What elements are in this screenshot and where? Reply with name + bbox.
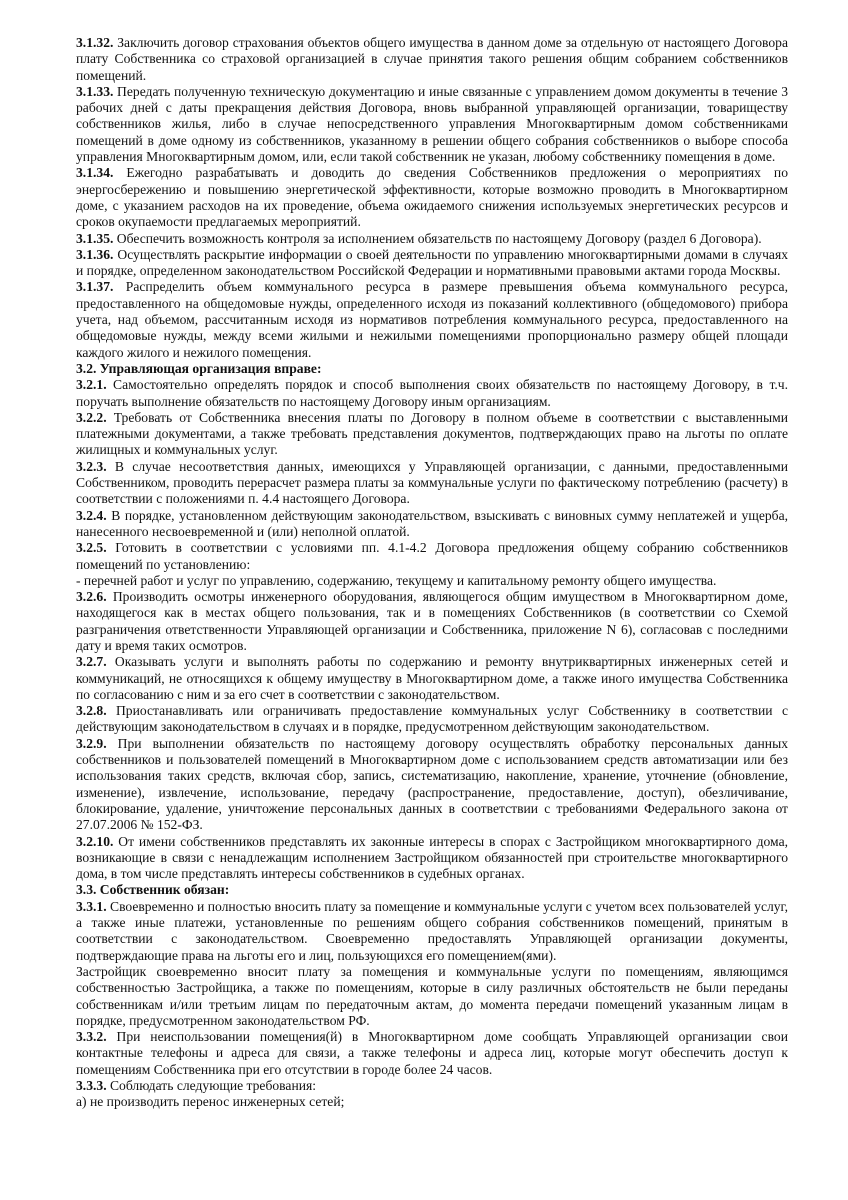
clause-text: Ежегодно разрабатывать и доводить до сведения Собственников предложения о мероприятиях по энергосбережению и повышению энергетической эффективности, которые возможно проводить в Многоквартирном доме, с указанием расходов на их проведение, объема ожидаемого снижения используемых энергетических ресурсов и сроков окупаемости предлагаемых мероприятий.: [76, 165, 788, 230]
list-item-a: а) не производить перенос инженерных сетей;: [76, 1094, 345, 1110]
clause-3-1-34: [76, 165, 788, 230]
clause-3-2-4: [76, 508, 788, 541]
clause-number: 3.2.10.: [76, 833, 114, 849]
clause-number: 3.1.34.: [76, 165, 114, 181]
clause-3-2-2: [76, 410, 788, 459]
clause-text: Своевременно и полностью вносить плату за помещение и коммунальные услуги с учетом всех пользователей услуг, а также иные платежи, установленные по решениям общего собрания собственников помещений, принятым в соответствии с законодательством. Своевременно предоставлять Управляющей организации документы, подтверждающие права на льготы его и лиц, пользующихся его помещением(ями).: [76, 898, 788, 963]
clause-3-2-1: [76, 377, 788, 410]
clause-number: 3.1.37.: [76, 279, 114, 295]
clause-text: Осуществлять раскрытие информации о своей деятельности по управлению многоквартирными домами в случаях и порядке, определенном законодательством Российской Федерации и нормативными правовыми актами города Москвы.: [76, 246, 788, 279]
clause-number: 3.2.5.: [76, 540, 107, 556]
clause-3-2-9: [76, 736, 788, 834]
clause-number: 3.2.6.: [76, 589, 107, 605]
clause-text: В порядке, установленном действующим законодательством, взыскивать с виновных сумму неплатежей и ущерба, нанесенного несвоевременной и (или) неполной оплатой.: [76, 507, 788, 539]
developer-payment-paragraph: Застройщик своевременно вносит плату за помещения и коммунальные услуги по помещениям, являющимся собственностью Застройщика, а также по помещениям, которые в силу различных обстоятельств не были переданы собственникам и/или третьим лицам по передаточным актам, до момента передачи помещений указанным лицам в порядке, предусмотренном законодательством РФ.: [76, 963, 788, 1028]
clause-3-1-37: [76, 279, 788, 360]
clause-3-3-1: [76, 899, 788, 964]
clause-number: 3.1.35.: [76, 230, 114, 246]
clause-3-2-7: [76, 654, 788, 703]
clause-number: 3.2.2.: [76, 409, 107, 425]
clause-number: 3.2.7.: [76, 654, 107, 670]
clause-3-1-36: [76, 247, 788, 280]
clause-number: 3.2.4.: [76, 507, 107, 523]
clause-3-3-2: [76, 1029, 788, 1078]
clause-number: 3.2.8.: [76, 703, 107, 719]
clause-number: 3.2.3.: [76, 458, 107, 474]
clause-number: 3.2.9.: [76, 735, 107, 751]
clause-text: Приостанавливать или ограничивать предоставление коммунальных услуг Собственнику в соответствии с действующим законодательством в случаях и в порядке, предусмотренном действующим законодательством.: [76, 703, 788, 735]
clause-number: 3.3.2.: [76, 1029, 107, 1045]
clause-number: 3.3.1.: [76, 898, 107, 914]
clause-3-2-6: [76, 589, 788, 654]
clause-3-2-10: [76, 834, 788, 883]
clause-number: 3.1.36.: [76, 246, 114, 262]
clause-text: От имени собственников представлять их законные интересы в спорах с Застройщиком многоквартирного дома, возникающие в связи с ненадлежащим исполнением Застройщиком обязанностей при строительстве многоквартирного дома, в том числе представлять интересы собственников в судебных органах.: [76, 833, 788, 882]
clause-text: Самостоятельно определять порядок и способ выполнения своих обязательств по настоящему Договору, в т.ч. поручать выполнение обязательств по настоящему Договору иным организациям.: [76, 377, 788, 409]
clause-3-2-8: [76, 703, 788, 736]
clause-text: Распределить объем коммунального ресурса в размере превышения объема коммунального ресурса, предоставленного на общедомовые нужды, определенного исходя из показаний коллективного (общедомового) прибора учета, над объемом, рассчитанным исходя из нормативов потребления коммунального ресурса, предоставленного на общедомовые нужды, между всеми жилыми и нежилыми помещениями пропорционально размеру общей площади каждого жилого и нежилого помещения.: [76, 279, 788, 360]
clause-text: Обеспечить возможность контроля за исполнением обязательств по настоящему Договору (раздел 6 Договора).: [113, 230, 762, 246]
clause-text: Готовить в соответствии с условиями пп. 4.1-4.2 Договора предложения общему собранию собственников помещений по установлению:: [76, 540, 788, 572]
clause-3-1-32: [76, 35, 788, 84]
clause-text: Требовать от Собственника внесения платы по Договору в полном объеме в соответствии с выставленными платежными документами, а также требовать представления документов, подтверждающих право на льготы по оплате жилищных и коммунальных услуг.: [76, 409, 788, 458]
clause-number: 3.2.1.: [76, 377, 107, 393]
clause-text: Заключить договор страхования объектов общего имущества в данном доме за отдельную от настоящего Договора плату Собственника со страховой организацией в случае принятия такого решения общим собранием собственников помещений.: [76, 35, 788, 83]
clause-text: При выполнении обязательств по настоящему договору осуществлять обработку персональных данных собственников и пользователей помещений в Многоквартирном доме с использованием средств автоматизации или без использования таких средств, включая сбор, запись, систематизацию, накопление, хранение, уточнение (обновление, изменение), извлечение, использование, передачу (распространение, предоставление, доступ), обезличивание, блокирование, удаление, уничтожение персональных данных в соответствии с требованиями Федерального закона от 27.07.2006 № 152-ФЗ.: [76, 735, 788, 833]
list-item-works: - перечней работ и услуг по управлению, содержанию, текущему и капитальному ремонту общего имущества.: [76, 572, 717, 588]
section-heading-3-3: 3.3. Собственник обязан:: [76, 882, 230, 898]
clause-text: В случае несоответствия данных, имеющихся у Управляющей организации, с данными, предоставленными Собственником, проводить перерасчет размера платы за коммунальные услуги по фактическому потреблению (расчету) в соответствии с положениями п. 4.4 настоящего Договора.: [76, 458, 788, 507]
clause-number: 3.1.32.: [76, 35, 114, 50]
section-heading-3-2: 3.2. Управляющая организация вправе:: [76, 360, 322, 376]
clause-3-1-35: [76, 231, 788, 247]
clause-text: Оказывать услуги и выполнять работы по содержанию и ремонту внутриквартирных инженерных сетей и коммуникаций, не относящихся к общему имуществу в Многоквартирном доме, а также иного имущества Собственника по согласованию с ним и за его счет в соответствии с законодательством.: [76, 654, 788, 702]
clause-number: 3.3.3.: [76, 1078, 107, 1093]
clause-3-3-3: [76, 1078, 788, 1094]
clause-3-2-3: [76, 459, 788, 508]
clause-3-2-5: [76, 540, 788, 573]
clause-text: При неиспользовании помещения(й) в Многоквартирном доме сообщать Управляющей организации свои контактные телефоны и адреса для связи, а также телефоны и адреса лиц, которые могут обеспечить доступ к помещениям Собственника при его отсутствии в городе более 24 часов.: [76, 1029, 788, 1077]
clause-text: Производить осмотры инженерного оборудования, являющегося общим имуществом в Многоквартирном доме, находящегося как в местах общего пользования, так и в помещениях Собственников (в соответствии со Схемой разграничения ответственности Управляющей организации и Собственника, приложение N 6), согласовав с последними дату и время таких осмотров.: [76, 589, 788, 653]
clause-number: 3.1.33.: [76, 83, 114, 99]
clause-text: Передать полученную техническую документацию и иные связанные с управлением домом документы в течение 3 рабочих дней с даты прекращения действия Договора, вновь выбранной управляющей организации, товариществу собственников жилья, либо в случае непосредственного управления Многоквартирным домом собственниками помещений в доме одному из собственников, указанному в решении общего собрания собственников о выборе способа управления Многоквартирным домом, или, если такой собственник не указан, любому собственнику помещения в доме.: [76, 83, 788, 165]
clause-3-1-33: [76, 84, 788, 165]
clause-text: Соблюдать следующие требования:: [106, 1078, 317, 1093]
document-page: [76, 35, 788, 1111]
